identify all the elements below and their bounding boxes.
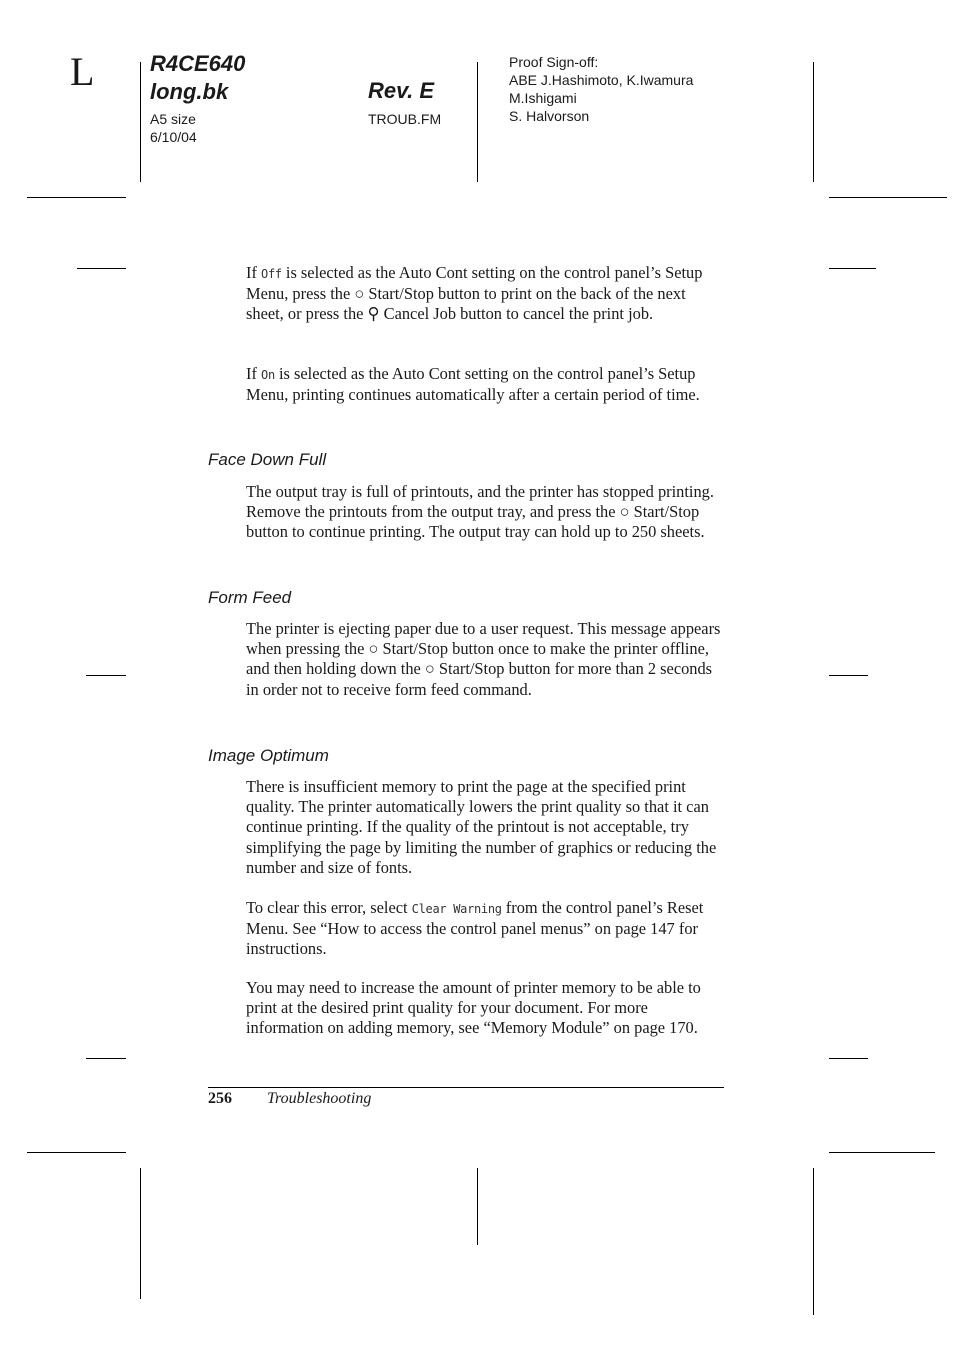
heading-face-down-full: Face Down Full <box>208 450 327 469</box>
document-code <box>150 50 245 106</box>
section-title: Troubleshooting <box>267 1090 372 1107</box>
paragraph-face-down-full: The output tray is full of printouts, and the printer has stopped printing. Remove the printouts from the output tray, and press the ○ Start/Stop button to continue printing. The output tray can hold up to 250 sheets. <box>246 482 714 542</box>
proof-line: M.Ishigami <box>509 90 577 106</box>
revision: Rev. E <box>368 78 435 103</box>
proof-title: Proof Sign-off: <box>509 54 599 70</box>
date: 6/10/04 <box>150 129 197 145</box>
crop-mark <box>86 675 126 676</box>
footer-rule <box>208 1087 724 1088</box>
start-stop-icon: ○ <box>619 502 630 522</box>
cancel-job-icon: ⚲ <box>367 304 380 324</box>
crop-mark <box>829 675 868 676</box>
paragraph-insufficient-memory: There is insufficient memory to print the page at the specified print quality. The printer automatically lowers the print quality so that it can continue printing. If the quality of the printout is not acceptable, try simplifying the page by limiting the number of graphics or reducing the number and size of fonts. <box>246 777 717 877</box>
heading-form-feed: Form Feed <box>208 588 292 607</box>
heading-image-optimum: Image Optimum <box>208 746 329 765</box>
crop-mark <box>140 1168 141 1299</box>
crop-mark <box>477 1168 478 1245</box>
code-line-1: R4CE640 <box>150 51 246 76</box>
file-name: TROUB.FM <box>368 111 442 127</box>
crop-mark <box>477 62 478 182</box>
paragraph-auto-cont-off: If Off is selected as the Auto Cont setting on the control panel’s Setup Menu, press the ○ Start/Stop button to print on the back of the next sheet, or press the ⚲ Cancel Job button to cancel the print job. <box>246 263 703 324</box>
start-stop-icon: ○ <box>424 659 435 679</box>
proof-line: ABE J.Hashimoto, K.Iwamura <box>509 72 694 88</box>
proof-line: S. Halvorson <box>509 108 590 124</box>
paragraph-auto-cont-on: If On is selected as the Auto Cont setting on the control panel’s Setup Menu, printing continues automatically after a certain period of time. <box>246 364 700 405</box>
paragraph-clear-error: To clear this error, select Clear Warning from the control panel’s Reset Menu. See “How to access the control panel menus” on page 147 for instructions. <box>246 898 704 959</box>
code-clear-warning: Clear Warning <box>411 902 502 916</box>
crop-mark <box>27 1152 126 1153</box>
start-stop-icon: ○ <box>368 639 379 659</box>
code-line-2: long.bk <box>150 79 229 104</box>
paragraph-form-feed: The printer is ejecting paper due to a user request. This message appears when pressing the ○ Start/Stop button once to make the printer offline, and then holding down the ○ Start/Stop button for more than 2 seconds in order not to receive form feed command. <box>246 619 721 699</box>
code-off: Off <box>261 267 282 281</box>
crop-mark <box>86 1058 126 1059</box>
crop-mark <box>140 62 141 182</box>
crop-mark <box>829 1152 935 1153</box>
code-on: On <box>261 368 275 382</box>
crop-mark <box>77 268 126 269</box>
crop-mark <box>27 197 126 198</box>
corner-letter: L <box>70 49 95 94</box>
paragraph-add-memory: You may need to increase the amount of printer memory to be able to print at the desired print quality for your document. For more information on adding memory, see “Memory Module” on page 170. <box>246 978 701 1038</box>
size-info <box>150 110 197 146</box>
page-number: 256 <box>208 1090 232 1107</box>
crop-mark <box>813 62 814 182</box>
crop-mark <box>813 1168 814 1315</box>
crop-mark <box>829 1058 868 1059</box>
start-stop-icon: ○ <box>354 284 365 304</box>
crop-mark <box>829 268 876 269</box>
crop-mark <box>829 197 947 198</box>
page-size: A5 size <box>150 111 196 127</box>
proof-signoff <box>509 53 693 125</box>
